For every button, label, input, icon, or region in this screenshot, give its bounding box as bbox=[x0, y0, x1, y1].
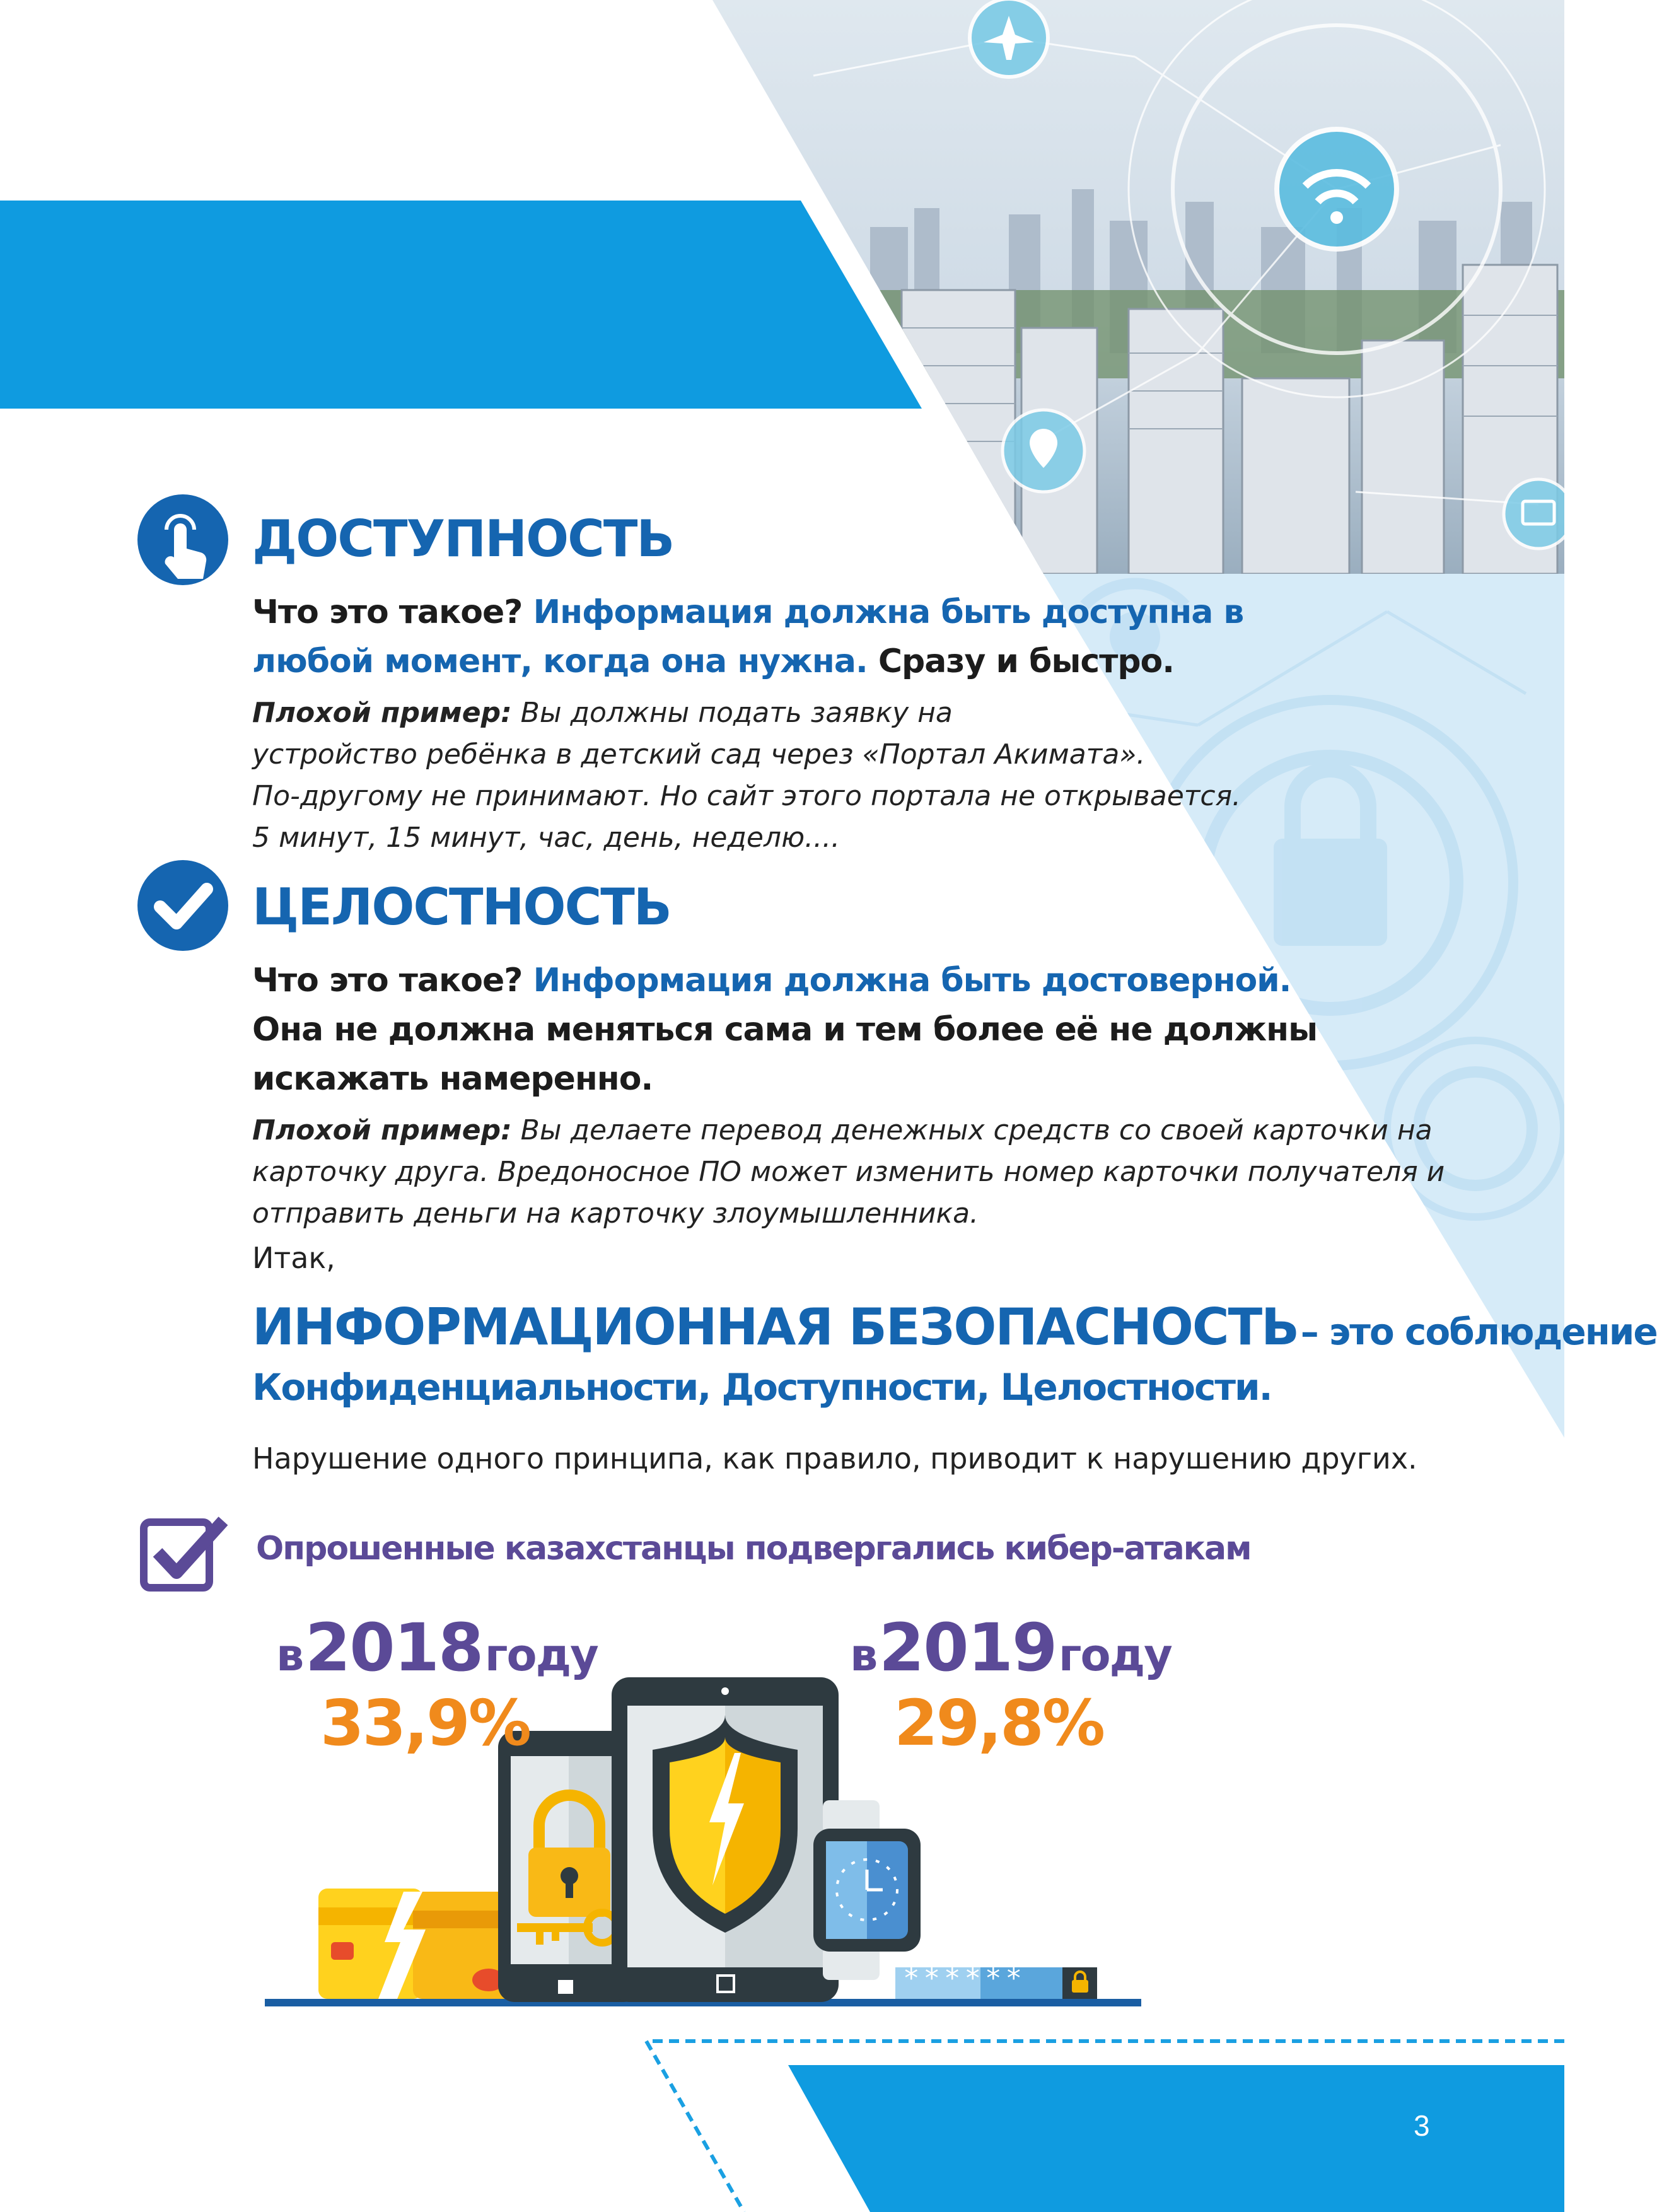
summary-intro: Итак, bbox=[252, 1241, 335, 1275]
lead-highlight: любой момент, когда она нужна. bbox=[252, 643, 868, 680]
summary-headline-big: ИНФОРМАЦИОННАЯ БЕЗОПАСНОСТЬ bbox=[252, 1298, 1299, 1356]
section-title-availability: ДОСТУПНОСТЬ bbox=[252, 509, 674, 568]
summary-note: Нарушение одного принципа, как правило, приводит к нарушению других. bbox=[252, 1441, 1417, 1476]
password-mask: ****** bbox=[903, 1962, 1026, 1994]
lead-question: Что это такое? bbox=[252, 593, 523, 631]
airplane-icon bbox=[970, 0, 1048, 77]
lock-icon bbox=[1274, 839, 1387, 946]
lead-highlight: Информация должна быть доступна в bbox=[533, 593, 1244, 631]
check-icon bbox=[136, 859, 230, 952]
availability-lead-line-1 bbox=[252, 588, 1243, 637]
stat-2019-value: 29,8% bbox=[894, 1686, 1103, 1760]
lead-highlight: Информация должна быть достоверной. bbox=[533, 962, 1291, 999]
summary-headline bbox=[252, 1298, 1657, 1356]
availability-example: Плохой пример: Вы должны подать заявку на устройство ребёнка в детский сад через «Портал Акимата». По-другому не принимают. Но сайт этого портала не открывается. 5 минут, 15 минут, час, день, неделю.... bbox=[252, 697, 1241, 854]
section-title-integrity: ЦЕЛОСТНОСТЬ bbox=[252, 878, 671, 936]
touch-icon bbox=[136, 493, 230, 586]
integrity-lead-line-1 bbox=[252, 956, 1291, 1005]
example-label: Плохой пример: bbox=[252, 1114, 512, 1146]
stat-2018-value: 33,9% bbox=[320, 1686, 530, 1760]
card-icon bbox=[318, 1889, 520, 1999]
checkbox-icon bbox=[140, 1513, 230, 1593]
integrity-example: Плохой пример: Вы делаете перевод денежных средств со своей карточки на карточку друга. Вредоносное ПО может изменить номер карточки получателя и отправить деньги на карточку злоумышленника. bbox=[252, 1114, 1445, 1230]
wifi-icon bbox=[1277, 129, 1397, 249]
page-number: 3 bbox=[1414, 2109, 1430, 2142]
integrity-lead-line-3: искажать намеренно. bbox=[252, 1060, 653, 1098]
example-label: Плохой пример: bbox=[252, 697, 512, 729]
top-banner bbox=[0, 201, 922, 409]
survey-title: Опрошенные казахстанцы подвергались кибер-атакам bbox=[256, 1530, 1251, 1568]
stat-2019-year: в 2019 году bbox=[850, 1609, 1172, 1686]
watch-icon bbox=[813, 1800, 921, 1980]
stat-2018-year: в 2018 году bbox=[276, 1609, 598, 1686]
lead-question: Что это такое? bbox=[252, 962, 523, 999]
availability-lead-line-2 bbox=[252, 637, 1174, 686]
summary-headline-line2: Конфиденциальности, Доступности, Целостности. bbox=[252, 1366, 1272, 1409]
integrity-lead-line-2: Она не должна меняться сама и тем более её не должны bbox=[252, 1011, 1318, 1049]
location-icon bbox=[1003, 410, 1084, 492]
lead-tail: Сразу и быстро. bbox=[878, 643, 1175, 680]
summary-headline-rest: – это соблюдение bbox=[1300, 1310, 1657, 1353]
bottom-banner bbox=[788, 2065, 1564, 2212]
